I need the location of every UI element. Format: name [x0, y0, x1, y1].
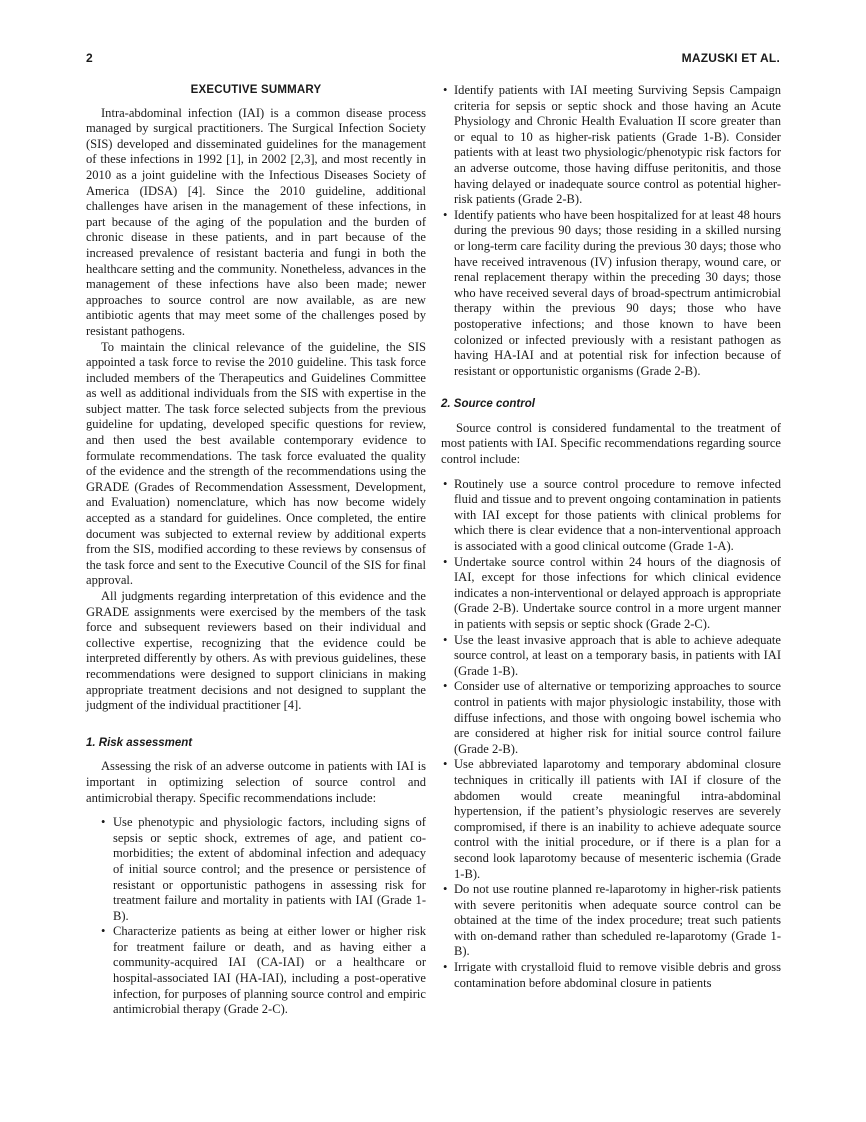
list-item: • Identify patients with IAI meeting Surviving Sepsis Campaign criteria for sepsis or septic shock and those having an Acute Physiology and Chronic Health Evaluation II score greater than or equal to 10 as higher-risk patients (Grade 1-B). Consider patients with at least two physiologic/phenotypic risk factors for an adverse outcome, those having diffuse peritonitis, and those having delayed or inadequate source control as potential higher-risk patients (Grade 2-B).	[441, 83, 781, 208]
summary-paragraph: Intra-abdominal infection (IAI) is a common disease process managed by surgical practitioners. The Surgical Infection Society (SIS) developed and disseminated guidelines for the management of these infections in 1992 [1], in 2002 [2,3], and most recently in 2010 as a joint guideline with the Infectious Diseases Society of America (IDSA) [4]. Since the 2010 guideline, additional challenges have arisen in the management of these infections, in part because of the aging of the population and the burden of chronic disease in these patients, and in part because of the increased prevalence of resistant bacteria and fungi in both the healthcare setting and the community. Nonetheless, advances in the management of these infections have also been made; newer approaches to source control are now available, as are new antibiotic agents that may meet some of the challenges posed by resistant pathogens.	[86, 105, 426, 338]
left-column	[86, 83, 426, 1018]
executive-summary-title: EXECUTIVE SUMMARY	[190, 84, 322, 96]
risk-assessment-intro: Assessing the risk of an adverse outcome in patients with IAI is important in optimizing selection of source control and antimicrobial therapy. Specific recommendations include:	[86, 759, 426, 805]
summary-paragraph: All judgments regarding interpretation of this evidence and the GRADE assignments were exercised by the members of the task force and subsequent reviewers based on their individual and collective expertise, recognizing that the evidence could be interpreted differently by others. As with previous guidelines, these recommendations were designed to support clinicians in making appropriate treatment decisions and not designed to supplant the judgment of the individual practitioner [4].	[86, 589, 426, 713]
risk-assessment-list	[86, 815, 426, 1018]
risk-assessment-list-continued	[441, 83, 781, 379]
list-item: • Irrigate with crystalloid fluid to remove visible debris and gross contamination before abdominal closure in patients	[441, 960, 781, 991]
source-control-list	[441, 477, 781, 992]
right-column	[441, 83, 781, 991]
list-item: • Use abbreviated laparotomy and temporary abdominal closure techniques in critically ill patients with IAI if closure of the abdomen would create meaningful intra-abdominal hypertension, if the patient’s physiologic reserves are severely compromised, if there is an inability to achieve adequate source control with the initial procedure, or if there is a plan for a second look laparotomy because of mesenteric ischemia (Grade 1-B).	[441, 757, 781, 882]
page-number: 2	[86, 51, 93, 65]
list-item: • Use phenotypic and physiologic factors, including signs of sepsis or septic shock, extremes of age, and patient co-morbidities; the extent of abdominal infection and adequacy of initial source control; and the presence or persistence of resistant or opportunistic pathogens in assessing risk for treatment failure and mortality in patients with IAI (Grade 1-B).	[86, 815, 426, 924]
list-item: • Identify patients who have been hospitalized for at least 48 hours during the previous 90 days; those residing in a skilled nursing or long-term care facility during the previous 30 days; those who have received intravenous (IV) infusion therapy, wound care, or renal replacement therapy within the preceding 30 days; those who have received several days of broad-spectrum antimicrobial therapy within the previous 90 days; those who have postoperative infections; and those known to have been colonized or infected previously with a resistant pathogen as having HA-IAI and at potential risk for infection because of resistant or opportunistic organisms (Grade 2-B).	[441, 208, 781, 380]
list-item: • Use the least invasive approach that is able to achieve adequate source control, at least on a temporary basis, in patients with IAI (Grade 1-B).	[441, 633, 781, 680]
running-head: MAZUSKI ET AL.	[681, 51, 780, 65]
list-item: • Undertake source control within 24 hours of the diagnosis of IAI, except for those infections for which clinical evidence indicates a non-interventional or delayed approach is appropriate (Grade 2-B). Undertake source control in a more urgent manner in patients with sepsis or septic shock (Grade 2-C).	[441, 555, 781, 633]
list-item: • Characterize patients as being at either lower or higher risk for treatment failure or death, and as having either a community-acquired IAI (CA-IAI) or a healthcare or hospital-associated IAI (HA-IAI), including a post-operative infection, for purposes of planning source control and empiric antimicrobial therapy (Grade 2-C).	[86, 924, 426, 1018]
risk-assessment-heading: 1. Risk assessment	[86, 736, 193, 749]
page-header	[86, 51, 780, 67]
list-item: • Do not use routine planned re-laparotomy in higher-risk patients with severe peritonitis when adequate source control can be obtained at the time of the index procedure; treat such patients with on-demand rather than scheduled re-laparotomy (Grade 1-B).	[441, 882, 781, 960]
list-item: • Consider use of alternative or temporizing approaches to source control in patients with major physiologic instability, those with diffuse infections, and those with ongoing bowel ischemia who are considered at higher risk for initial source control failure (Grade 2-B).	[441, 679, 781, 757]
source-control-heading: 2. Source control	[441, 398, 535, 411]
summary-paragraph: To maintain the clinical relevance of the guideline, the SIS appointed a task force to revise the 2010 guideline. This task force included members of the Therapeutics and Guidelines Committee as well as additional individuals from the SIS with expertise in the subject matter. The task force selected subjects from the previous guideline for updating, developed specific questions for review, and then used the best available contemporary evidence to formulate recommendations. The task force evaluated the quality of the evidence and the strength of the recommendations using the GRADE (Grades of Recommendation Assessment, Development, and Evaluation) nomenclature, which has now become widely accepted as a standard for guidelines. Once completed, the entire document was subjected to external review by additional experts from the SIS, modified according to these reviews by consensus of the task force and sent to the Executive Council of the SIS for final approval.	[86, 339, 426, 588]
list-item: • Routinely use a source control procedure to remove infected fluid and tissue and to prevent ongoing contamination in patients with IAI except for those patients with clinical problems for which there is clear evidence that a non-interventional approach is associated with a good clinical outcome (Grade 1-A).	[441, 477, 781, 555]
source-control-intro: Source control is considered fundamental to the treatment of most patients with IAI. Specific recommendations regarding source control include:	[441, 420, 781, 467]
